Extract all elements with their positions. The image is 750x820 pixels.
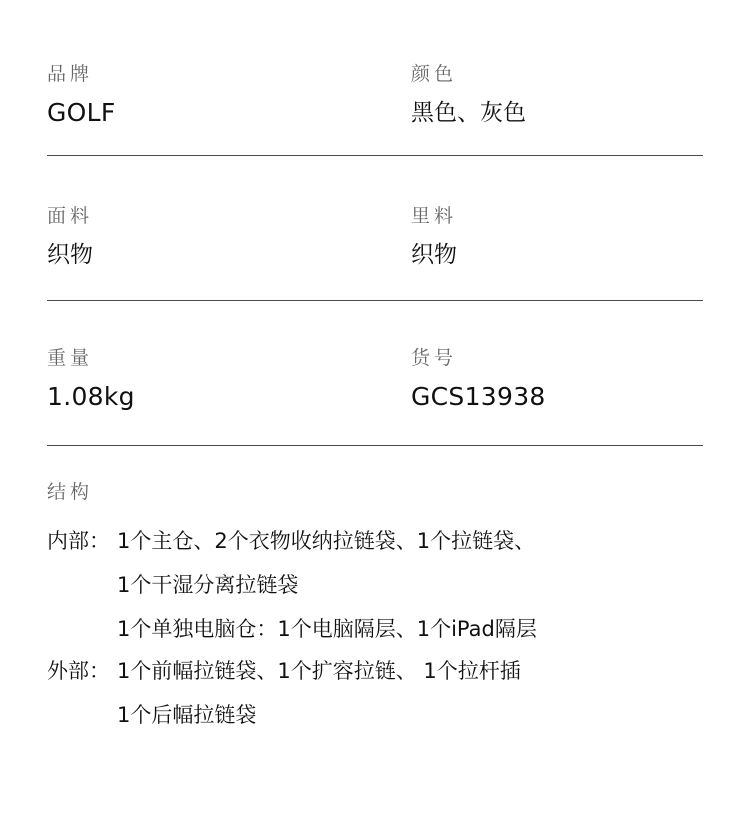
structure-line-text: 1个单独电脑仓：1个电脑隔层、1个iPad隔层 <box>117 617 537 641</box>
spec-weight <box>47 346 135 412</box>
spec-row-fabric-lining <box>47 204 703 294</box>
spec-label: 重量 <box>47 347 94 369</box>
structure-line <box>47 527 535 555</box>
spec-label: 颜色 <box>411 63 458 85</box>
spec-value: 织物 <box>47 242 93 268</box>
divider <box>47 300 703 301</box>
spec-row-brand-color <box>47 62 703 152</box>
structure-line-prefix: 外部： <box>47 659 110 683</box>
spec-value: 织物 <box>411 242 457 268</box>
divider <box>47 445 703 446</box>
structure-line-prefix: 内部： <box>47 529 110 553</box>
spec-lining <box>411 204 457 270</box>
structure-line-text: 1个干湿分离拉链袋 <box>117 573 299 597</box>
spec-value: GCS13938 <box>411 382 546 411</box>
spec-fabric <box>47 204 93 270</box>
spec-color <box>411 62 526 128</box>
spec-brand <box>47 62 116 128</box>
spec-label: 面料 <box>47 205 94 227</box>
structure-line-text: 1个前幅拉链袋、1个扩容拉链、 1个拉杆插 <box>117 659 521 683</box>
structure-line <box>47 701 256 729</box>
structure-line <box>47 571 298 599</box>
spec-row-weight-sku <box>47 346 703 436</box>
structure-line-text: 1个后幅拉链袋 <box>117 703 257 727</box>
structure-label: 结构 <box>47 481 94 503</box>
spec-value: GOLF <box>47 98 116 127</box>
structure-section <box>47 480 707 727</box>
structure-line <box>47 615 537 643</box>
spec-value: 黑色、灰色 <box>411 100 526 126</box>
divider <box>47 155 703 156</box>
spec-sku <box>411 346 546 412</box>
spec-label: 里料 <box>411 205 458 227</box>
structure-line <box>47 657 521 685</box>
spec-label: 品牌 <box>47 63 94 85</box>
spec-value: 1.08kg <box>47 382 135 411</box>
spec-label: 货号 <box>411 347 458 369</box>
structure-line-text: 1个主仓、2个衣物收纳拉链袋、1个拉链袋、 <box>117 529 536 553</box>
